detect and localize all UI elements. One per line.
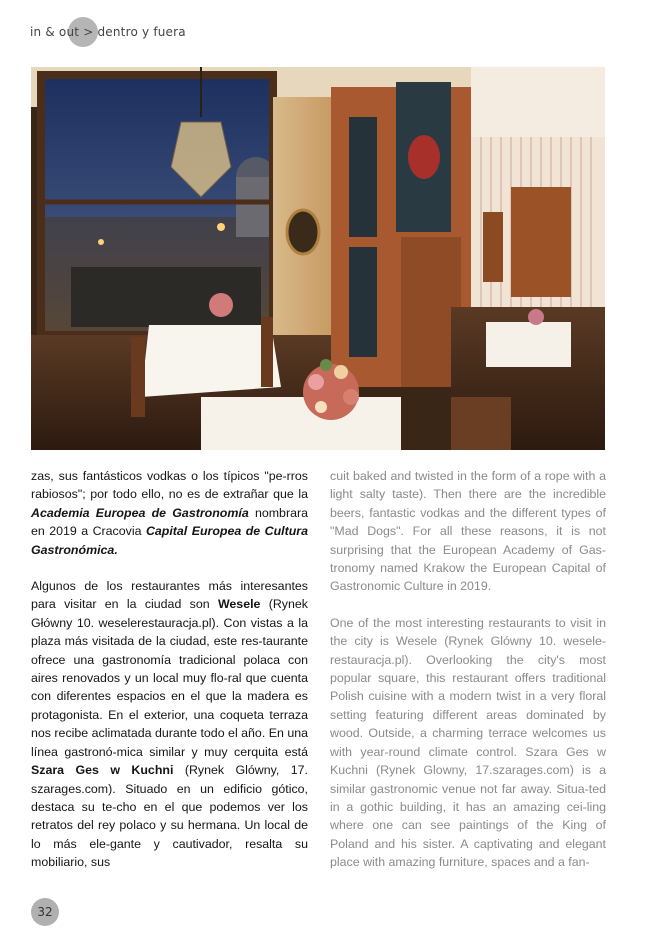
section-header-text: in & out > dentro y fuera	[30, 25, 186, 39]
spanish-text-column	[31, 467, 308, 872]
spanish-paragraph-1: zas, sus fantásticos vodkas o los típicos "pe-rros rabiosos"; por todo ello, no es de extrañar que la Academia Europea de Gastronomía nombrara en 2019 a Cracovia Capital Europea de Cultura Gastronómica.	[31, 469, 308, 557]
section-header	[30, 22, 186, 46]
english-paragraph-1: cuit baked and twisted in the form of a rope with a light salty taste). Then there are the incredible beers, fantastic vodkas and the different types of "Mad Dogs". For all these reasons, it is not surprising that the European Academy of Gas-tronomy named Krakow the European Capital of Gastronomic Culture in 2019.	[330, 469, 606, 594]
restaurant-photo	[31, 67, 605, 450]
page-number: 32	[31, 898, 59, 926]
english-paragraph-2: One of the most interesting restaurants to visit in the city is Wesele (Rynek Glówny 10. wesele-restauracja.pl). Overlooking the city's most popular square, this restaurant offers traditional Polish cuisine with a modern twist in a very floral setting featuring different areas dominated by wood. Outside, a charming terrace welcomes us with year-round climate control. Szara Ges w Kuchni (Rynek Glowny, 17.szarages.com) is a similar gastronomic venue not far away. Situa-ted in a gothic building, it has an amazing cei-ling where one can see paintings of the King of Poland and his sister. A captivating and elegant place with amazing furniture, spaces and a fan-	[330, 615, 606, 870]
spanish-paragraph-2: Algunos de los restaurantes más interesantes para visitar en la ciudad son Wesele (Rynek Główny 10. weselerestauracja.pl). Con vistas a la plaza más visitada de la ciudad, este res-taurante ofrece una gastronomía tradicional polaca con aires renovados y un local muy flo-ral que cuenta con diferentes espacios en el que la madera es protagonista. En el exterior, una coqueta terraza nos recibe aclimatada durante todo el año. En una línea gastronó-mica similar y muy cerquita está Szara Ges w Kuchni (Rynek Glówny, 17. szarages.com). Situado en un edificio gótico, destaca su te-cho en el que podemos ver los retratos del rey polaco y su hermana. Un local de lo más ele-gante y cautivador, resalta su mobiliario, sus	[31, 579, 309, 870]
english-text-column	[330, 467, 606, 872]
